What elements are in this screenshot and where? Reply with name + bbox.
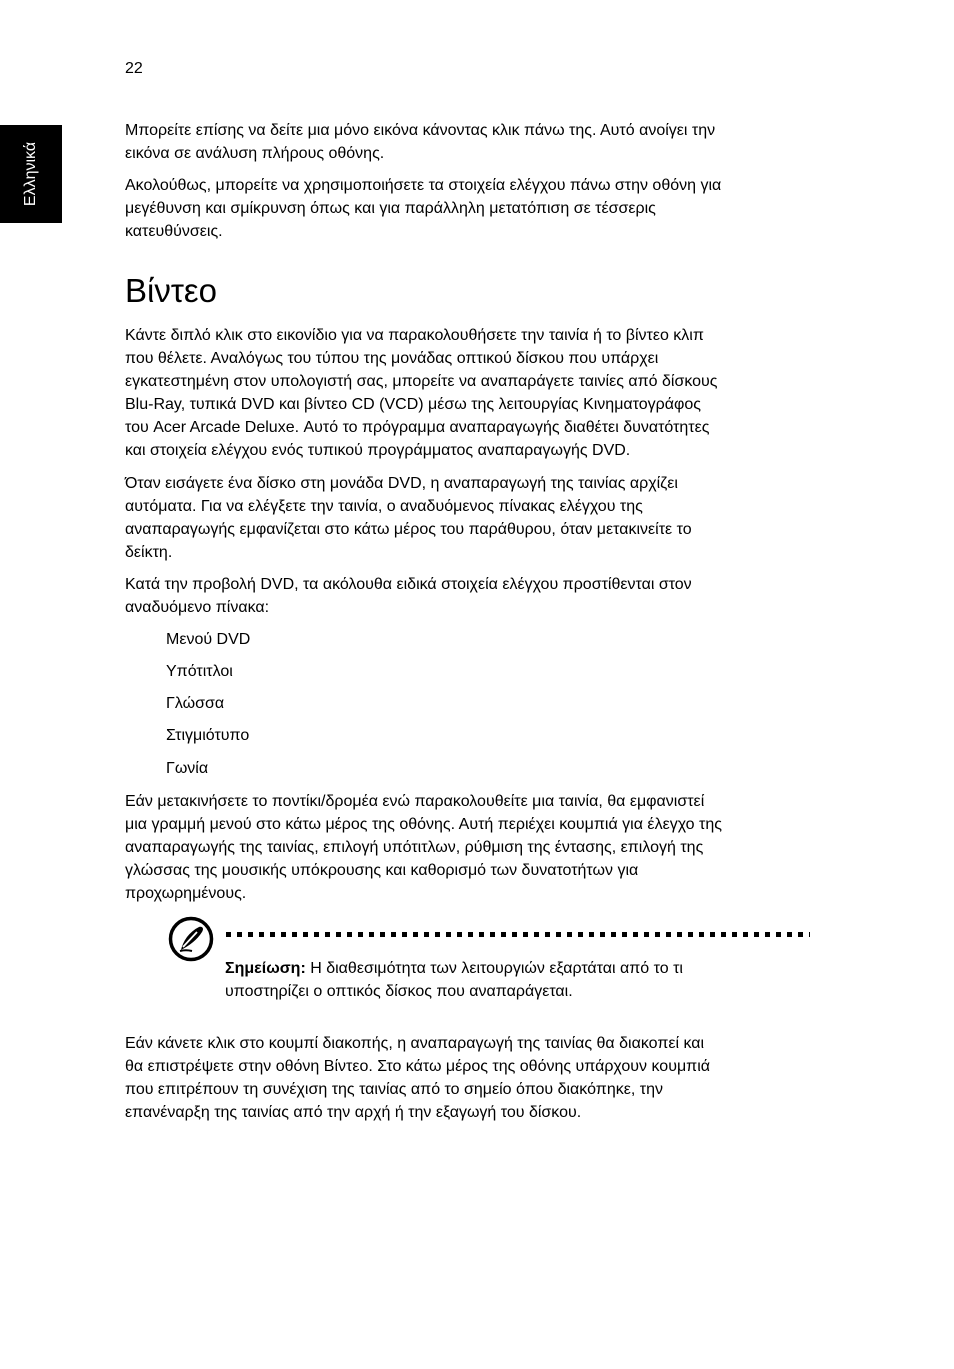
note-text: Η διαθεσιμότητα των λειτουργιών εξαρτάται από το τι	[305, 960, 683, 977]
note-divider	[226, 932, 810, 937]
list-item: Μενού DVD	[166, 631, 251, 648]
text-line: κατευθύνσεις.	[125, 223, 223, 240]
text-line: Εάν κάνετε κλικ στο κουμπί διακοπής, η αναπαραγωγή της ταινίας θα διακοπεί και	[125, 1035, 705, 1052]
list-item: Γλώσσα	[166, 695, 225, 712]
list-item: Γωνία	[166, 760, 209, 777]
paragraph-image-controls	[125, 174, 721, 243]
text-line: που επιτρέπουν τη συνέχιση της ταινίας από το σημείο όπου διακόπηκε, την	[125, 1081, 663, 1098]
note-label: Σημείωση:	[225, 960, 306, 977]
note-pen-icon	[166, 914, 216, 964]
text-line: και στοιχεία ελέγχου ενός τυπικού προγράμματος αναπαραγωγής DVD.	[125, 442, 631, 459]
text-line: Blu-Ray, τυπικά DVD και βίντεο CD (VCD) μέσω της λειτουργίας Κινηματογράφος	[125, 396, 701, 413]
text-line: Μπορείτε επίσης να δείτε μια μόνο εικόνα κάνοντας κλικ πάνω της. Αυτό ανοίγει την	[125, 122, 716, 139]
text-line: θα επιστρέψετε στην οθόνη Βίντεο. Στο κάτω μέρος της οθόνης υπάρχουν κουμπιά	[125, 1058, 711, 1075]
page-number: 22	[125, 60, 143, 77]
list-item: Στιγμιότυπο	[166, 727, 250, 744]
text-line: προχωρημένους.	[125, 885, 247, 902]
text-line: δείκτη.	[125, 544, 173, 561]
note-line	[225, 957, 683, 980]
text-line: Ακολούθως, μπορείτε να χρησιμοποιήσετε τα στοιχεία ελέγχου πάνω στην οθόνη για	[125, 177, 722, 194]
text-line: γλώσσας της μουσικής υπόκρουσης και καθορισμό των δυνατοτήτων για	[125, 862, 639, 879]
list-item: Υπότιτλοι	[166, 663, 233, 680]
note-box	[225, 957, 683, 1003]
section-heading: Βίντεο	[125, 272, 217, 309]
text-line: αυτόματα. Για να ελέγξετε την ταινία, ο αναδυόμενος πίνακας ελέγχου της	[125, 498, 643, 515]
paragraph-menu-bar	[125, 790, 722, 905]
text-line: Εάν μετακινήσετε το ποντίκι/δρομέα ενώ παρακολουθείτε μια ταινία, θα εμφανιστεί	[125, 793, 705, 810]
paragraph-dvd-insert	[125, 472, 692, 564]
paragraph-image-fullscreen	[125, 119, 715, 165]
text-line: εικόνα σε ανάλυση πλήρους οθόνης.	[125, 145, 385, 162]
text-line: του Acer Arcade Deluxe. Αυτό το πρόγραμμα αναπαραγωγής διαθέτει δυνατότητες	[125, 419, 710, 436]
paragraph-dvd-controls	[125, 573, 692, 619]
text-line: Κατά την προβολή DVD, τα ακόλουθα ειδικά στοιχεία ελέγχου προστίθενται στον	[125, 576, 692, 593]
text-line: επανέναρξη της ταινίας από την αρχή ή την εξαγωγή του δίσκου.	[125, 1104, 582, 1121]
text-line: μεγέθυνση και σμίκρυνση όπως και για παράλληλη μετατόπιση σε τέσσερις	[125, 200, 656, 217]
language-tab	[0, 125, 62, 223]
text-line: που θέλετε. Αναλόγως του τύπου της μονάδας οπτικού δίσκου που υπάρχει	[125, 350, 659, 367]
text-line: Όταν εισάγετε ένα δίσκο στη μονάδα DVD, η αναπαραγωγή της ταινίας αρχίζει	[125, 475, 678, 492]
language-tab-label: Ελληνικά	[22, 141, 39, 207]
text-line: αναδυόμενο πίνακα:	[125, 599, 270, 616]
text-line: εγκατεστημένη στον υπολογιστή σας, μπορείτε να αναπαράγετε ταινίες από δίσκους	[125, 373, 718, 390]
text-line: αναπαραγωγής εμφανίζεται στο κάτω μέρος του παράθυρου, όταν μετακινείτε το	[125, 521, 692, 538]
paragraph-video-intro	[125, 324, 718, 462]
text-line: αναπαραγωγής της ταινίας, επιλογή υπότιτλων, ρύθμιση της έντασης, επιλογή της	[125, 839, 704, 856]
text-line: Κάντε διπλό κλικ στο εικονίδιο για να παρακολουθήσετε την ταινία ή το βίντεο κλιπ	[125, 327, 704, 344]
note-line: υποστηρίζει ο οπτικός δίσκος που αναπαράγεται.	[225, 983, 573, 1000]
paragraph-stop-button	[125, 1032, 710, 1124]
text-line: μια γραμμή μενού στο κάτω μέρος της οθόνης. Αυτή περιέχει κουμπιά για έλεγχο της	[125, 816, 722, 833]
